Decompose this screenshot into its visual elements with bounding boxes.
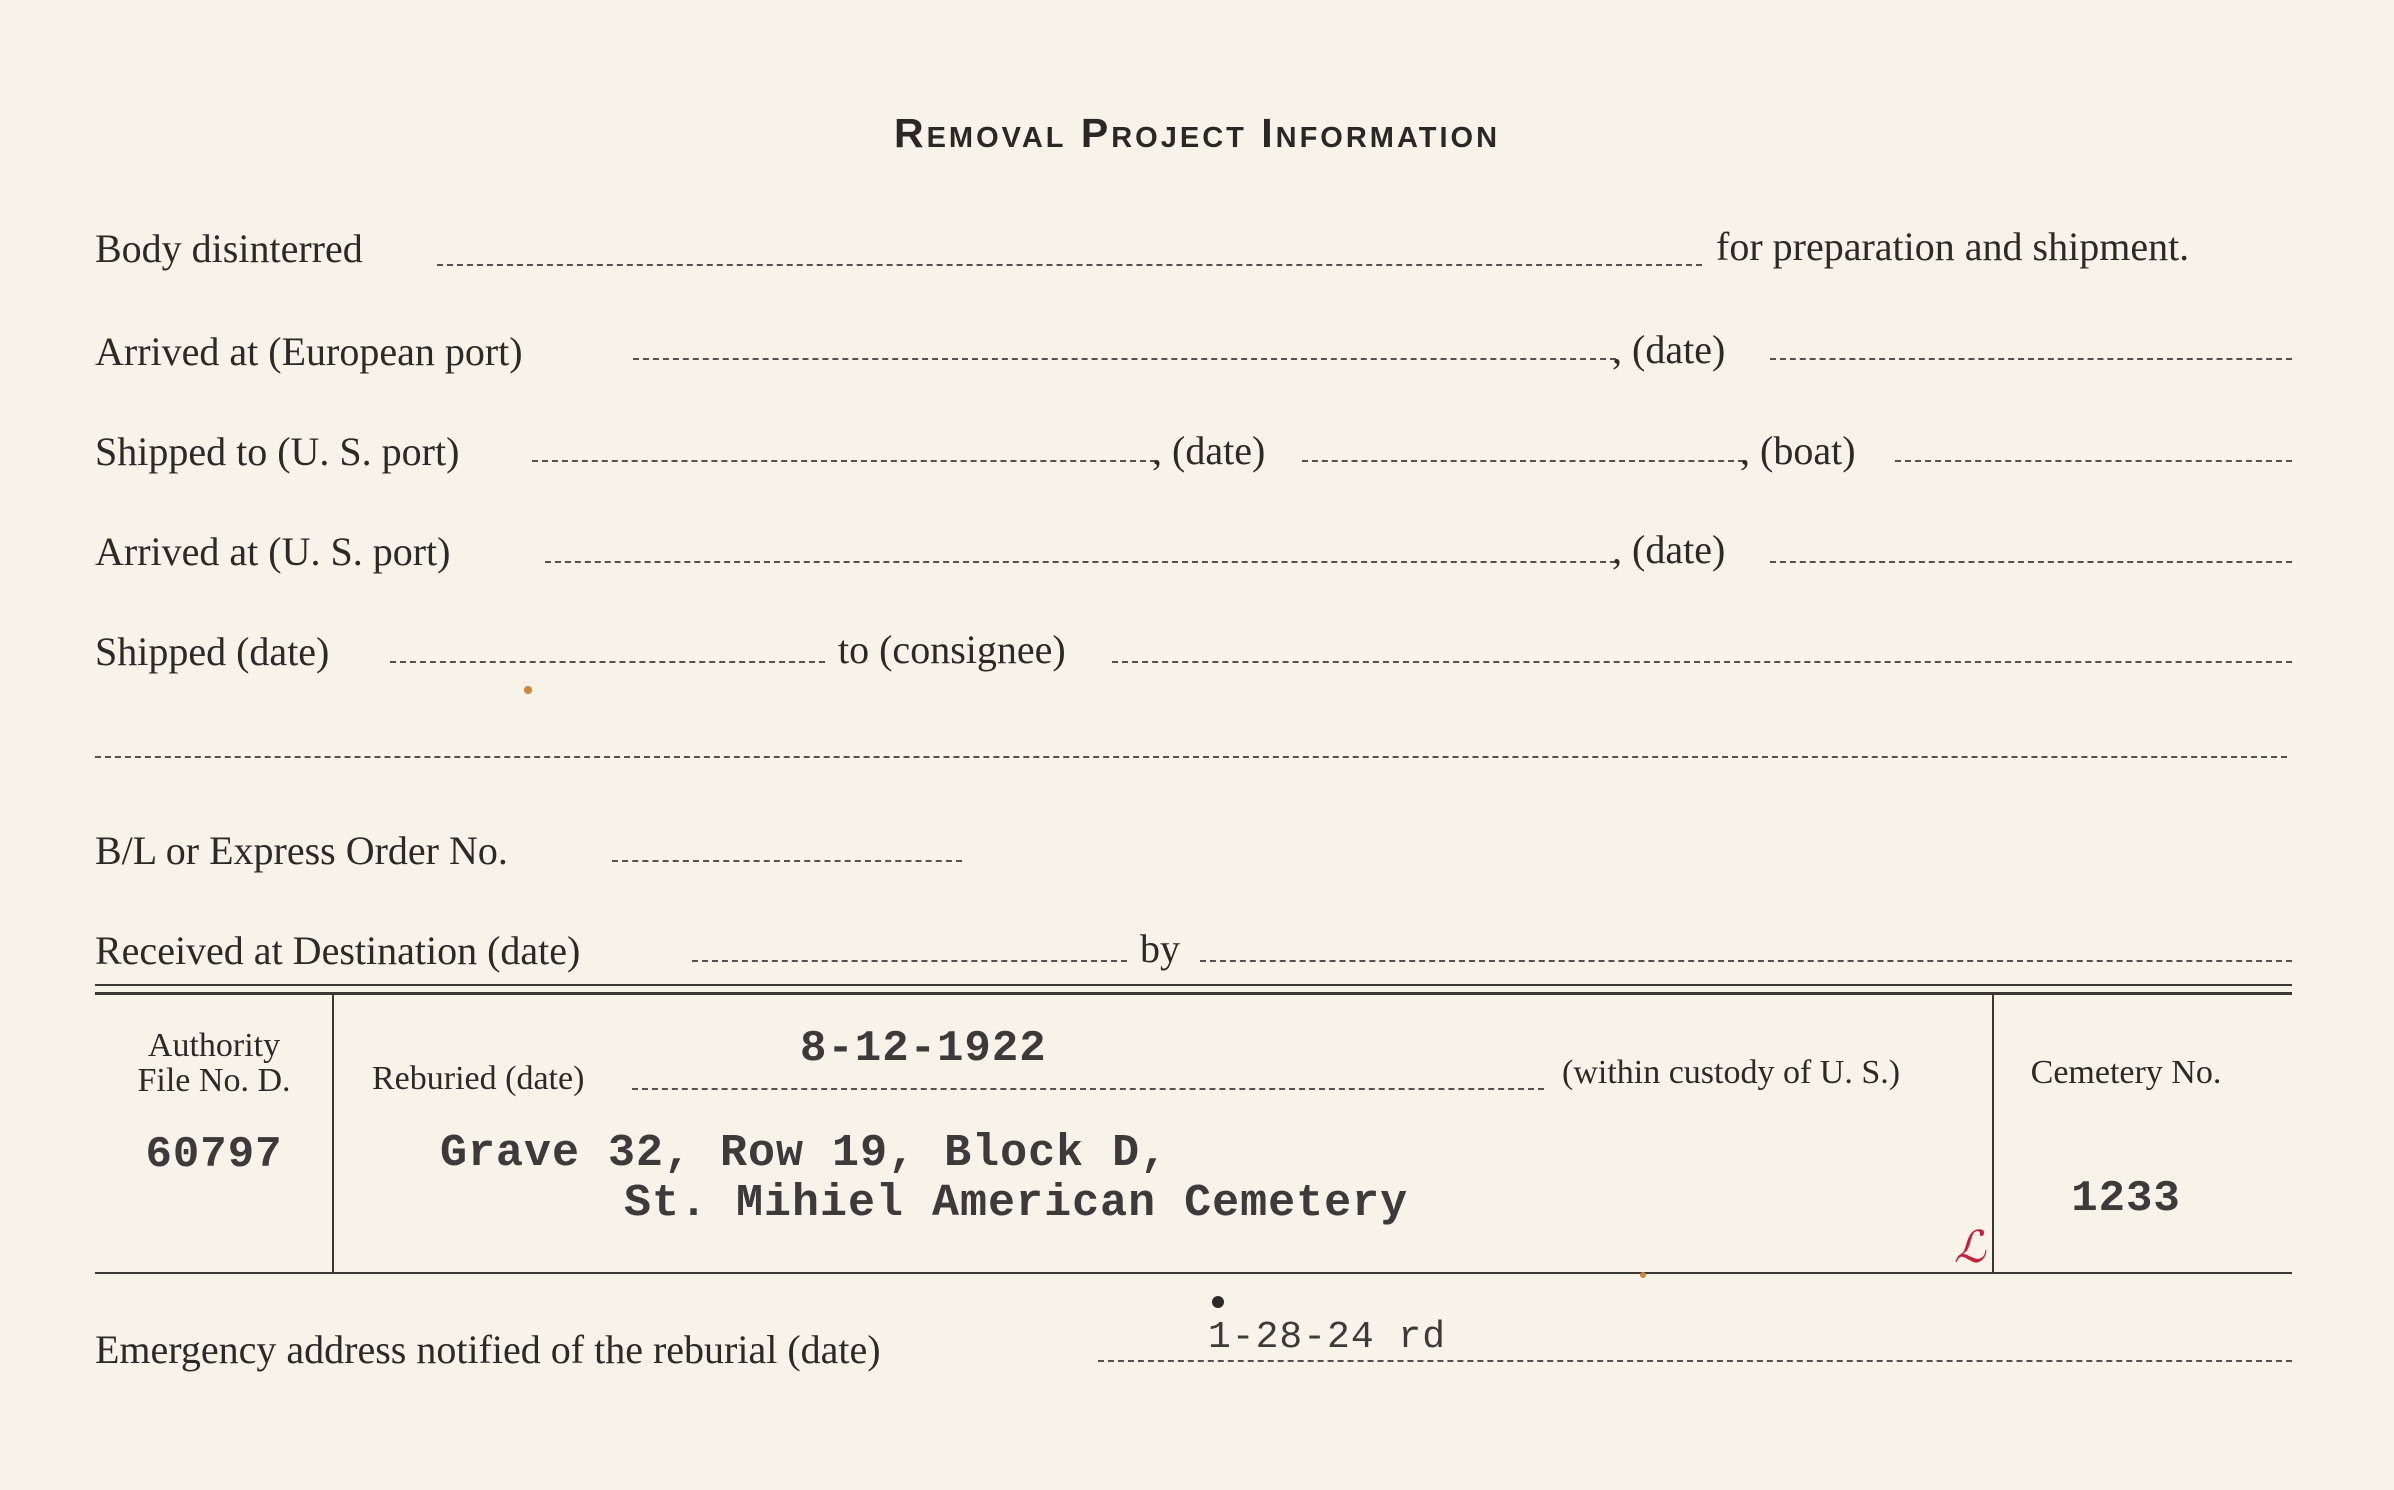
ink-speck-2	[1640, 1272, 1646, 1278]
grave-location-line-1: Grave 32, Row 19, Block D,	[440, 1128, 1169, 1179]
received-destination-line	[692, 960, 1127, 962]
ink-dot	[1212, 1296, 1224, 1308]
arrived-us-date-label: , (date)	[1612, 527, 1726, 572]
authority-label-line-1: Authority	[147, 1027, 281, 1064]
authority-label	[100, 1028, 328, 1098]
table-divider-left	[332, 995, 334, 1273]
authority-label-line-2: File No. D.	[137, 1062, 291, 1099]
grave-location-line-2: St. Mihiel American Cemetery	[624, 1178, 1409, 1229]
cemetery-number-label: Cemetery No.	[2030, 1054, 2222, 1091]
authority-file-number: 60797	[145, 1130, 283, 1180]
within-custody-label: (within custody of U. S.)	[1562, 1054, 1901, 1091]
table-top-rule-1	[95, 984, 2292, 986]
card-title: Removal Project Information	[893, 110, 1501, 156]
for-preparation-label: for preparation and shipment.	[1716, 224, 2190, 269]
arrived-us-date-line	[1770, 561, 2292, 563]
table-bottom-rule	[95, 1272, 2292, 1274]
table-divider-right	[1992, 995, 1994, 1273]
reburied-date-line	[632, 1088, 1544, 1090]
shipped-date-line	[1302, 460, 1744, 462]
arrived-european-date-label: , (date)	[1612, 327, 1726, 372]
shipped-us-port-label: Shipped to (U. S. port)	[95, 429, 460, 474]
body-disinterred-label: Body disinterred	[95, 226, 363, 271]
boat-line	[1895, 460, 2292, 462]
reburied-date-value: 8-12-1922	[800, 1024, 1047, 1074]
by-line	[1200, 960, 2292, 962]
arrived-us-port-label: Arrived at (U. S. port)	[95, 529, 451, 574]
shipped-date-row-line	[390, 661, 825, 663]
reburied-date-label: Reburied (date)	[372, 1060, 585, 1097]
by-label: by	[1140, 926, 1180, 971]
body-disinterred-line	[437, 264, 1702, 266]
consignee-continuation-line	[95, 756, 2287, 758]
bl-express-order-line	[612, 860, 962, 862]
boat-label: , (boat)	[1740, 428, 1856, 473]
arrived-european-port-label: Arrived at (European port)	[95, 329, 523, 374]
ink-speck	[524, 686, 532, 694]
emergency-address-line	[1098, 1360, 2292, 1362]
received-destination-label: Received at Destination (date)	[95, 928, 581, 973]
to-consignee-label: to (consignee)	[838, 627, 1066, 672]
red-check-mark: ℒ	[1954, 1223, 1986, 1272]
emergency-address-label: Emergency address notified of the reburial (date)	[95, 1327, 881, 1372]
bl-express-order-label: B/L or Express Order No.	[95, 828, 508, 873]
shipped-date-row-label: Shipped (date)	[95, 629, 330, 674]
to-consignee-line	[1112, 661, 2292, 663]
shipped-us-port-line	[532, 460, 1156, 462]
shipped-date-label: , (date)	[1152, 428, 1266, 473]
emergency-address-date-value: 1-28-24 rd	[1208, 1316, 1447, 1359]
cemetery-number-value: 1233	[2071, 1174, 2181, 1224]
arrived-european-date-line	[1770, 358, 2292, 360]
arrived-us-port-line	[545, 561, 1616, 563]
arrived-european-port-line	[633, 358, 1616, 360]
table-top-rule-2	[95, 992, 2292, 995]
